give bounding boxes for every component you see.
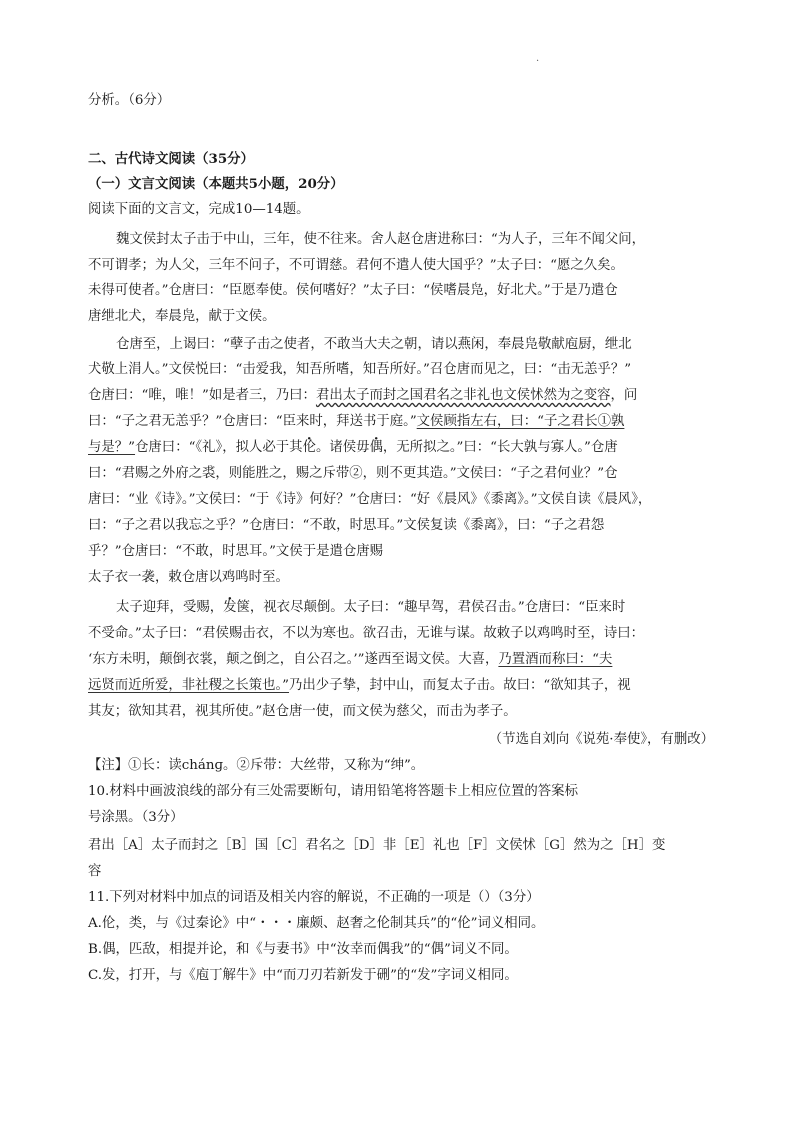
underlined-sentence: 远贤而近所爱，非社稷之长策也。” — [88, 678, 290, 693]
dotted-word-fa: 发 — [223, 600, 237, 615]
option-a: A.伦，类，与《过秦论》中“・・・廉颇、赵奢之伦制其兵”的“伦”词义相同。 — [88, 916, 545, 931]
passage-text: 曰：“子之君无恙乎？”仓唐曰：“臣来时，拜送书于庭。” — [88, 414, 417, 429]
underlined-sentence: 文侯顾指左右，曰：“子之君长①孰 — [416, 414, 625, 429]
passage-line — [116, 598, 720, 618]
passage-text: 。诸侯毋 — [315, 440, 370, 455]
passage-text: 箧，视衣尽颠倒。太子曰：“趣早驾，君侯召击。”仓唐曰：“臣来时 — [236, 600, 626, 615]
passage-line — [88, 650, 720, 670]
passage-text: 仓唐曰：“《礼》，拟人必于其 — [135, 440, 303, 455]
passage-text: 太子迎拜，受赐， — [116, 600, 224, 615]
passage-line — [88, 676, 720, 696]
passage-line: 未得可使者。”仓唐曰：“臣愿奉使。侯何嗜好？”太子曰：“侯嗜晨凫，好北犬。”于是乃遣仓 — [88, 283, 618, 298]
passage-text: ，无所拟之。”曰：“长大孰与寡人。”仓唐 — [382, 440, 618, 455]
source-citation: （节选自刘向《说苑·奉使》，有删改） — [488, 732, 714, 747]
passage-line: 魏文侯封太子击于中山，三年，使不往来。舍人赵仓唐进称曰：“为人子，三年不闻父问， — [116, 232, 646, 247]
passage-line: 仓唐至，上谒曰：“孽子击之使者，不敢当大夫之朝，请以燕闲，奉晨凫敬献庖厨，绁北 — [116, 337, 632, 352]
passage-line: 太子衣一袭，敕仓唐以鸡鸣时至。 — [88, 570, 289, 585]
option-b: B.偶，匹敌，相提并论，和《与妻书》中“汝幸而偶我”的“偶”词义不同。 — [88, 942, 518, 957]
question-10: 10.材料中画波浪线的部分有三处需要断句，请用铅笔将答题卡上相应位置的答案标 — [88, 784, 578, 799]
passage-text: ，问 — [610, 388, 638, 403]
instruction-text: 阅读下面的文言文，完成10—14题。 — [88, 202, 310, 217]
option-c: C.发，打开，与《庖丁解牛》中“而刀刃若新发于硎”的“发”字词义相同。 — [88, 968, 518, 983]
passage-line — [88, 412, 720, 432]
wavy-underlined-text: 君出太子而封之国君名之非礼也文侯怵然为之变容 — [315, 388, 611, 403]
question-10-options: 君出［A］太子而封之［B］国［C］君名之［D］非［E］礼也［F］文侯怵［G］然为之［H］变 — [88, 838, 666, 853]
scan-mark: · — [536, 56, 540, 67]
passage-line — [88, 438, 720, 458]
passage-line: 唐绁北犬，奉晨凫，献于文侯。 — [88, 309, 276, 324]
passage-line: 不受命。”太子曰：“君侯赐击衣，不以为寒也。欲召击，无谁与谋。故敕子以鸡鸣时至，诗曰： — [88, 626, 645, 641]
passage-line: 其友；欲知其君，视其所使。”赵仓唐一使，而文侯为慈父，而击为孝子。 — [88, 704, 517, 719]
question-10-options-cont: 容 — [88, 864, 102, 879]
dotted-word-ou: 偶 — [369, 440, 383, 455]
question-11: 11.下列对材料中加点的词语及相关内容的解说，不正确的一项是（）（3分） — [88, 890, 540, 905]
underlined-sentence: 乃置酒而称曰：“夫 — [498, 652, 613, 667]
passage-text: ‘东方未明，颠倒衣裳，颠之倒之，自公召之。’”遂西至谒文侯。大喜， — [88, 652, 499, 667]
passage-line: 不可谓孝；为人父，三年不问子，不可谓慈。君何不遣人使大国乎？”太子曰：“愿之久矣。 — [88, 258, 624, 273]
previous-question-tail: 分析。（6分） — [88, 93, 171, 108]
annotation-note: 【注】①长：读chánɡ。②斥带：大丝带，又称为“绅”。 — [88, 758, 425, 773]
subsection-heading: （一）文言文阅读（本题共5小题，20分） — [88, 176, 344, 192]
passage-line: 曰：“君赐之外府之裘，则能胜之，赐之斥带②，则不更其造。”文侯曰：“子之君何业？”仓 — [88, 466, 618, 481]
passage-text: 仓唐曰：“唯，唯！”如是者三，乃曰： — [88, 388, 316, 403]
passage-text: 乃出少子挚，封中山，而复太子击。故曰：“欲知其子，视 — [289, 678, 631, 693]
question-10-cont: 号涂黑。（3分） — [88, 810, 184, 825]
passage-line: 犬敬上涓人。”文侯悦曰：“击爱我，知吾所嗜，知吾所好。”召仓唐而见之，曰：“击无恙乎？” — [88, 362, 632, 377]
passage-line — [88, 386, 720, 406]
passage-line: 曰：“子之君以我忘之乎？”仓唐曰：“不敢，时思耳。”文侯复读《黍离》，曰：“子之君怨 — [88, 518, 605, 533]
section-heading: 二、古代诗文阅读（35分） — [88, 151, 254, 167]
dotted-word-lun: 伦 — [302, 440, 316, 455]
passage-line: 乎？”仓唐曰：“不敢，时思耳。”文侯于是遣仓唐赐 — [88, 544, 384, 559]
passage-line: 唐曰：“业《诗》。”文侯曰：“于《诗》何好？”仓唐曰：“好《晨风》《黍离》。”文侯自读《晨风》， — [88, 492, 652, 507]
underlined-sentence: 与是？” — [88, 440, 136, 455]
